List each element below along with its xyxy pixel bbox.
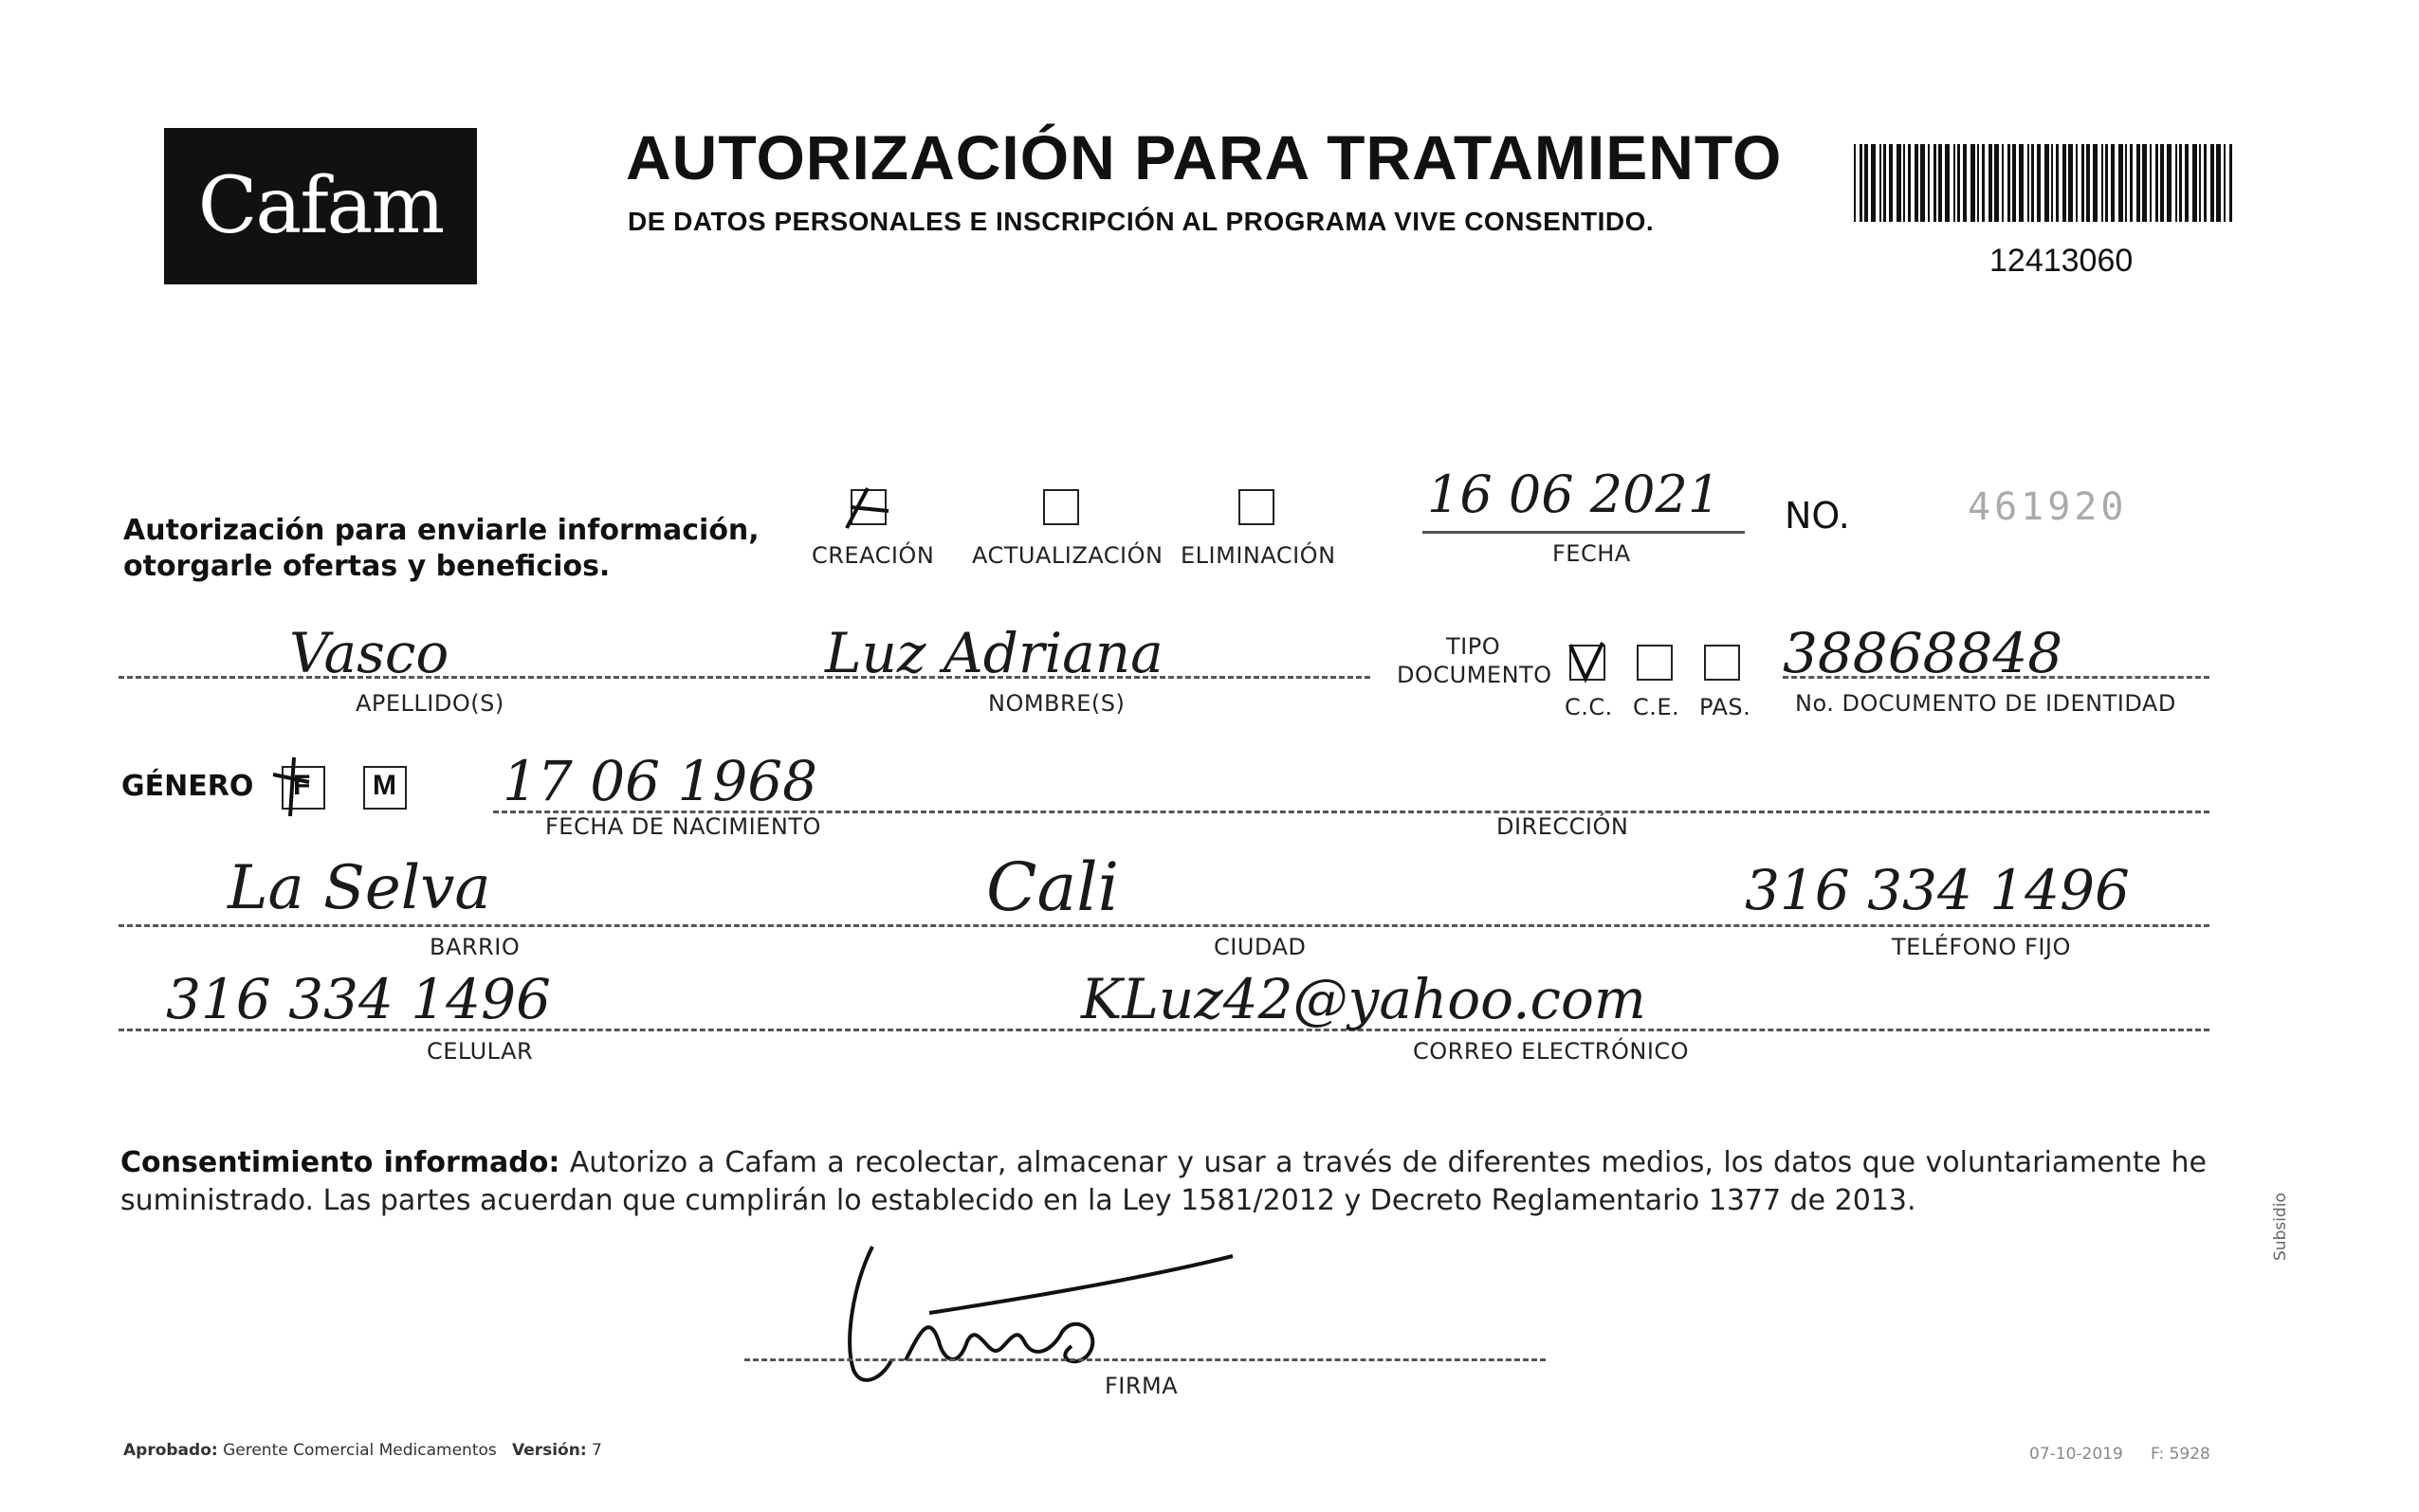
barcode-bar: [2136, 144, 2140, 222]
nombres-value: Luz Adriana: [825, 621, 1164, 685]
creacion-check-mark: [839, 479, 896, 536]
nacimiento-label: FECHA DE NACIMIENTO: [545, 813, 821, 840]
barcode-bar: [2101, 144, 2103, 222]
barcode-bar: [1970, 144, 1975, 222]
barcode-bar: [2210, 144, 2214, 222]
barcode-bar: [2155, 144, 2158, 222]
telefono-label: TELÉFONO FIJO: [1892, 934, 2071, 960]
eliminacion-checkbox[interactable]: [1238, 489, 1274, 525]
genero-m-label: M: [373, 770, 396, 801]
barcode-bar: [1908, 144, 1911, 222]
barcode-bar: [2081, 144, 2084, 222]
barcode-bar: [2027, 144, 2029, 222]
creacion-label: CREACIÓN: [812, 542, 935, 569]
barcode-bar: [2216, 144, 2221, 222]
eliminacion-label: ELIMINACIÓN: [1181, 542, 1336, 569]
barrio-value: La Selva: [228, 853, 491, 923]
celular-label: CELULAR: [427, 1038, 534, 1065]
fecha-label: FECHA: [1552, 540, 1631, 567]
genero-f-label: F: [293, 770, 311, 801]
barcode-bar: [2150, 144, 2152, 222]
firma-line: [744, 1358, 1546, 1361]
genero-label: GÉNERO: [121, 770, 254, 803]
side-vertical-text: Subsidio: [2271, 1193, 2290, 1261]
barcode-bar: [2044, 144, 2049, 222]
numero-value: 461920: [1968, 485, 2128, 529]
barcode-bar: [2204, 144, 2207, 222]
barcode-bar: [2125, 144, 2127, 222]
barcode-bar: [2130, 144, 2133, 222]
barcode-bar: [2175, 144, 2177, 222]
barcode-bar: [2167, 144, 2172, 222]
barcode-bar: [1920, 144, 1925, 222]
barcode-bar: [2185, 144, 2189, 222]
consent-paragraph: [120, 1144, 2207, 1220]
genero-f-check-mark: [266, 754, 322, 820]
consent-text: Autorizo a Cafam a recolectar, almacenar y usar a través de diferentes medios, los datos que voluntariamente he suministrado. Las partes acuerdan que cumplirán lo establecido en la Ley 1581/2012 y Decreto Reglamentario 1377 de 2013.: [120, 1146, 2207, 1217]
barcode-bar: [1938, 144, 1942, 222]
barcode-bar: [1864, 144, 1868, 222]
form-subtitle: DE DATOS PERSONALES E INSCRIPCIÓN AL PROGRAMA VIVE CONSENTIDO.: [628, 207, 1655, 236]
signature: [815, 1228, 1252, 1394]
barcode-bar: [1945, 144, 1950, 222]
barcode-bar: [1883, 144, 1886, 222]
barcode-bar: [1889, 144, 1893, 222]
pas-label: PAS.: [1699, 694, 1751, 720]
telefono-value: 316 334 1496: [1745, 858, 2130, 922]
barcode: [1854, 144, 2233, 222]
cafam-logo: Cafam: [164, 128, 477, 284]
barcode-bar: [1933, 144, 1936, 222]
barcode-bar: [1977, 144, 1979, 222]
barcode-bar: [2229, 144, 2232, 222]
cc-label: C.C.: [1565, 694, 1613, 720]
barcode-bar: [1897, 144, 1901, 222]
barcode-bar: [2068, 144, 2073, 222]
intro-line-2: otorgarle ofertas y beneficios.: [123, 550, 611, 583]
barcode-bar: [2062, 144, 2066, 222]
version-value: 7: [592, 1441, 602, 1460]
barcode-bar: [1994, 144, 1999, 222]
barcode-bar: [1879, 144, 1881, 222]
barcode-bar: [1957, 144, 1960, 222]
apellidos-label: APELLIDO(S): [356, 690, 504, 717]
aprobado-label: Aprobado:: [123, 1441, 218, 1460]
barcode-bar: [2007, 144, 2010, 222]
barcode-bar: [1903, 144, 1905, 222]
footer-approved: [123, 1441, 602, 1460]
direccion-label: DIRECCIÓN: [1496, 813, 1629, 840]
barcode-bar: [1854, 144, 1856, 222]
cc-check-mark: [1565, 637, 1610, 684]
barcode-bar: [2031, 144, 2034, 222]
row3-line: [119, 924, 2209, 927]
barcode-bar: [2160, 144, 2164, 222]
aprobado-value: Gerente Comercial Medicamentos: [223, 1441, 497, 1460]
barcode-bar: [2002, 144, 2004, 222]
ciudad-value: Cali: [986, 848, 1120, 926]
version-label: Versión:: [511, 1441, 587, 1460]
nacimiento-value: 17 06 1968: [503, 749, 818, 813]
celular-value: 316 334 1496: [166, 967, 551, 1031]
barcode-bar: [2051, 144, 2053, 222]
ce-checkbox[interactable]: [1637, 645, 1673, 681]
barcode-bar: [2012, 144, 2016, 222]
fecha-line: [1422, 531, 1745, 534]
barcode-bar: [1953, 144, 1955, 222]
barcode-bar: [2086, 144, 2090, 222]
fecha-value: 16 06 2021: [1427, 465, 1721, 524]
nombres-label: NOMBRE(S): [988, 690, 1126, 717]
firma-label: FIRMA: [1105, 1373, 1179, 1399]
form-title: AUTORIZACIÓN PARA TRATAMIENTO: [626, 122, 1783, 192]
barcode-bar: [2224, 144, 2226, 222]
barcode-bar: [2037, 144, 2041, 222]
correo-value: KLuz42@yahoo.com: [1081, 967, 1646, 1031]
ce-label: C.E.: [1633, 694, 1680, 720]
barcode-number: 12413060: [1989, 243, 2134, 279]
barcode-bar: [2019, 144, 2024, 222]
barcode-bar: [2199, 144, 2201, 222]
apellidos-value: Vasco: [289, 621, 449, 685]
correo-label: CORREO ELECTRÓNICO: [1413, 1038, 1690, 1065]
tipo-label-1: TIPO: [1446, 633, 1501, 660]
barcode-bar: [1988, 144, 1992, 222]
ciudad-label: CIUDAD: [1214, 934, 1307, 960]
documento-label: No. DOCUMENTO DE IDENTIDAD: [1795, 690, 2176, 717]
consent-heading: Consentimiento informado:: [120, 1146, 560, 1179]
footer-code: F: 5928: [2151, 1445, 2210, 1464]
barcode-bar: [2118, 144, 2123, 222]
barcode-bar: [1915, 144, 1918, 222]
actualizacion-label: ACTUALIZACIÓN: [972, 542, 1164, 569]
tipo-label-2: DOCUMENTO: [1397, 662, 1552, 688]
barcode-bar: [2179, 144, 2182, 222]
documento-value: 38868848: [1783, 621, 2063, 685]
barcode-bar: [2111, 144, 2115, 222]
barcode-bar: [1860, 144, 1862, 222]
barcode-bar: [1963, 144, 1967, 222]
actualizacion-checkbox[interactable]: [1043, 489, 1079, 525]
barcode-bar: [2076, 144, 2078, 222]
barcode-bar: [1928, 144, 1930, 222]
pas-checkbox[interactable]: [1704, 645, 1740, 681]
barcode-bar: [2142, 144, 2147, 222]
barrio-label: BARRIO: [430, 934, 521, 960]
numero-label: NO.: [1785, 495, 1850, 537]
barcode-bar: [2056, 144, 2059, 222]
barcode-bar: [2192, 144, 2197, 222]
barcode-bar: [1982, 144, 1985, 222]
intro-line-1: Autorización para enviarle información,: [123, 514, 760, 547]
barcode-bar: [1871, 144, 1876, 222]
barcode-bar: [2093, 144, 2098, 222]
footer-date: 07-10-2019: [2029, 1445, 2123, 1464]
barcode-bar: [2105, 144, 2108, 222]
